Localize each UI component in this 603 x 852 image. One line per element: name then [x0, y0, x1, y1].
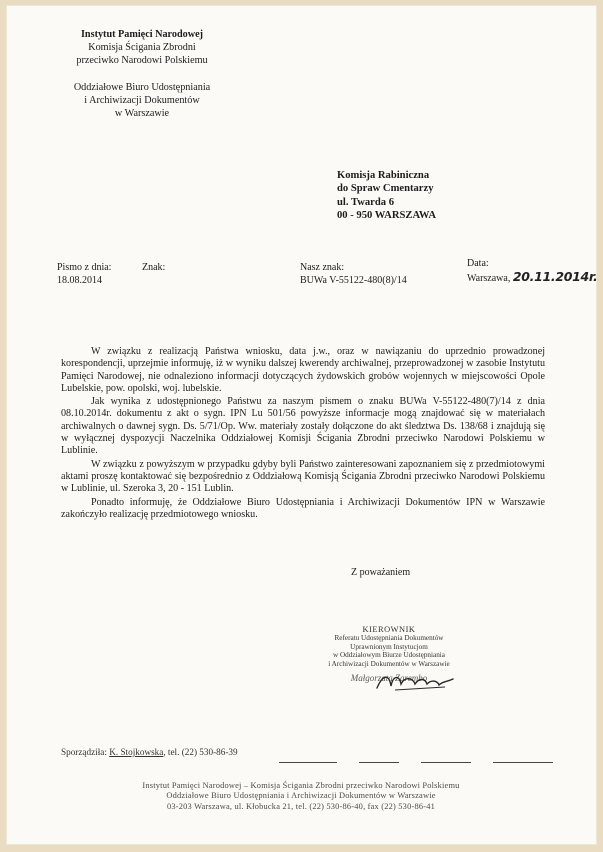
sender-institute: Instytut Pamięci Narodowej: [80, 29, 204, 40]
sender-block: [47, 28, 237, 120]
prepared-phone: , tel. (22) 530-86-39: [163, 747, 238, 757]
letter-date-value: 18.08.2014: [57, 274, 102, 286]
sender-office-3: w Warszawie: [114, 108, 170, 120]
paragraph-1: W związku z realizacją Państwa wniosku, data j.w., oraz w nawiązaniu do uprzednio prowadzonej korespondencji, uprzejmie informuję, iż w wyniku dalszej kwerendy archiwalnej, przeprowadzonej w zasobie Instytutu Pamięci Narodowej, nie odnaleziono informacji dotyczących żydowskich grobów wojennych w miejscowości Opole Lubelskie, pow. opolski, woj. lubelskie.: [61, 346, 545, 394]
recipient-city: 00 - 950 WARSZAWA: [337, 210, 436, 222]
letter-date-label: Pismo z dnia:: [57, 262, 112, 273]
recipient-name: Komisja Rabiniczna: [337, 170, 430, 181]
date-field: [467, 258, 597, 285]
our-sign-label: Nasz znak:: [300, 262, 345, 273]
recipient-block: [337, 169, 436, 223]
footer-address: [67, 781, 535, 812]
recipient-street: ul. Twarda 6: [337, 196, 395, 208]
footer-line-2: Oddziałowe Biuro Udostępniania i Archiwizacji Dokumentów w Warszawie: [166, 791, 436, 801]
signature-name: Małgorzata Zarembo: [350, 673, 428, 684]
our-sign-field: [300, 262, 407, 287]
prepared-person: K. Stojkowska: [109, 747, 164, 757]
handwritten-date: 20.11.2014r.: [512, 268, 598, 284]
letter-page: [7, 6, 596, 844]
footer-rules: [279, 753, 575, 771]
date-place: Warszawa,: [467, 272, 511, 284]
sign-label: Znak:: [142, 262, 166, 273]
signature-line-4: i Archiwizacji Dokumentów w Warszawie: [328, 659, 450, 668]
footer-line-3: 03-203 Warszawa, ul. Kłobucka 21, tel. (22) 530-86-40, fax (22) 530-86-41: [167, 801, 435, 811]
signature-title: KIEROWNIK: [362, 625, 416, 634]
footer-line-1: Instytut Pamięci Narodowej – Komisja Ścigania Zbrodni przeciwko Narodowi Polskiemu: [142, 781, 460, 790]
letter-body: [61, 346, 545, 522]
handwritten-signature-icon: [375, 670, 455, 694]
recipient-name-2: do Spraw Cmentarzy: [337, 183, 434, 195]
sender-office: Oddziałowe Biuro Udostępniania: [73, 81, 211, 93]
sender-commission: Komisja Ścigania Zbrodni: [88, 42, 196, 54]
paragraph-4: Ponadto informuję, że Oddziałowe Biuro Udostępniania i Archiwizacji Dokumentów IPN w Warszawie zakończyło realizację przedmiotowego wniosku.: [61, 496, 545, 520]
prepared-label: Sporządziła:: [61, 747, 107, 757]
date-label: Data:: [467, 258, 489, 269]
signature-line-3: w Oddziałowym Biurze Udostępniania: [333, 651, 445, 660]
paragraph-3: W związku z powyższym w przypadku gdyby byli Państwo zainteresowani zapoznaniem się z przedmiotowymi aktami proszę kontaktować się bezpośrednio z Oddziałową Komisją Ścigania Zbrodni przeciwko Narodowi Polskiemu w Lublinie, ul. Szeroka 3, 20 - 151 Lublin.: [61, 458, 545, 495]
letter-date-field: [57, 262, 111, 287]
prepared-by: [61, 747, 238, 757]
our-sign-value: BUWa V-55122-480(8)/14: [300, 274, 407, 286]
paragraph-2: Jak wynika z udostępnionego Państwu za naszym pismem o znaku BUWa V-55122-480(7)/14 z dnia 08.10.2014r. dokumentu z akt o sygn. IPN Lu 501/56 powyższe informacje mogą znajdować się w materiałach archiwalnych o dawnej sygn. Ds. 5/71/Op. Ww. materiały zostały dołączone do akt śledztwa Ds. 138/68 i znajdują się w wyłącznej dyspozycji Naczelnika Oddziałowej Komisji Ścigania Zbrodni przeciwko Narodowi Polskiemu w Lublinie.: [61, 396, 545, 457]
sender-commission-2: przeciwko Narodowi Polskiemu: [76, 55, 208, 67]
sender-office-2: i Archiwizacji Dokumentów: [84, 94, 200, 106]
signature-line-1: Referatu Udostępniania Dokumentów: [334, 634, 444, 643]
closing-regards: Z poważaniem: [351, 567, 411, 578]
signature-line-2: Uprawnionym Instytucjom: [350, 642, 428, 651]
